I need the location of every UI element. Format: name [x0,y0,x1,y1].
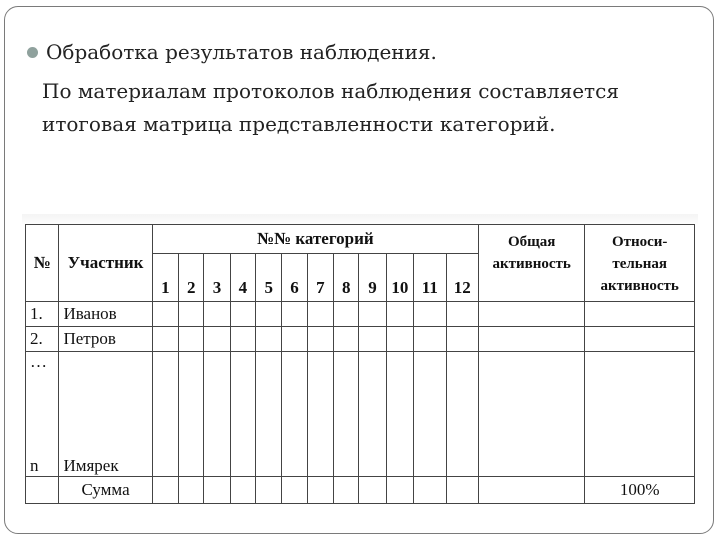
category-number: 11 [414,254,446,302]
category-number: 4 [230,254,255,302]
paragraph: По материалам протоколов наблюдения составляется итоговая матрица представленности категорий. [42,79,619,136]
header-participant: Участник [59,225,152,302]
category-number: 3 [204,254,230,302]
row-name [59,352,152,450]
category-number: 8 [334,254,359,302]
category-number: 6 [282,254,307,302]
row-num: n [26,450,59,477]
category-number: 10 [386,254,413,302]
row-name: Петров [59,327,152,352]
category-number: 2 [179,254,204,302]
bullet-icon [27,47,38,58]
category-number: 1 [152,254,178,302]
category-number: 5 [256,254,282,302]
table-row [26,327,695,352]
row-num: 2. [26,327,59,352]
category-number: 12 [446,254,478,302]
row-name: Иванов [59,302,152,327]
table-row [26,302,695,327]
table-row-ellipsis [26,352,695,450]
category-number: 7 [307,254,333,302]
category-number: 9 [359,254,386,302]
matrix-table [25,224,695,504]
row-num: 1. [26,302,59,327]
header-total-activity: Общая активность [478,225,584,302]
heading: Обработка результатов наблюдения. [46,40,437,64]
row-name: Имярек [59,450,152,477]
sum-row [26,477,695,504]
row-num: … [26,352,59,450]
header-relative-activity: Относи-тельная активность [585,225,695,302]
bullet-line [27,40,437,64]
sum-relative: 100% [585,477,695,504]
table-row [26,450,695,477]
header-num: № [26,225,59,302]
matrix-table-wrapper [25,224,695,503]
header-categories: №№ категорий [152,225,478,254]
sum-label: Сумма [59,477,152,504]
